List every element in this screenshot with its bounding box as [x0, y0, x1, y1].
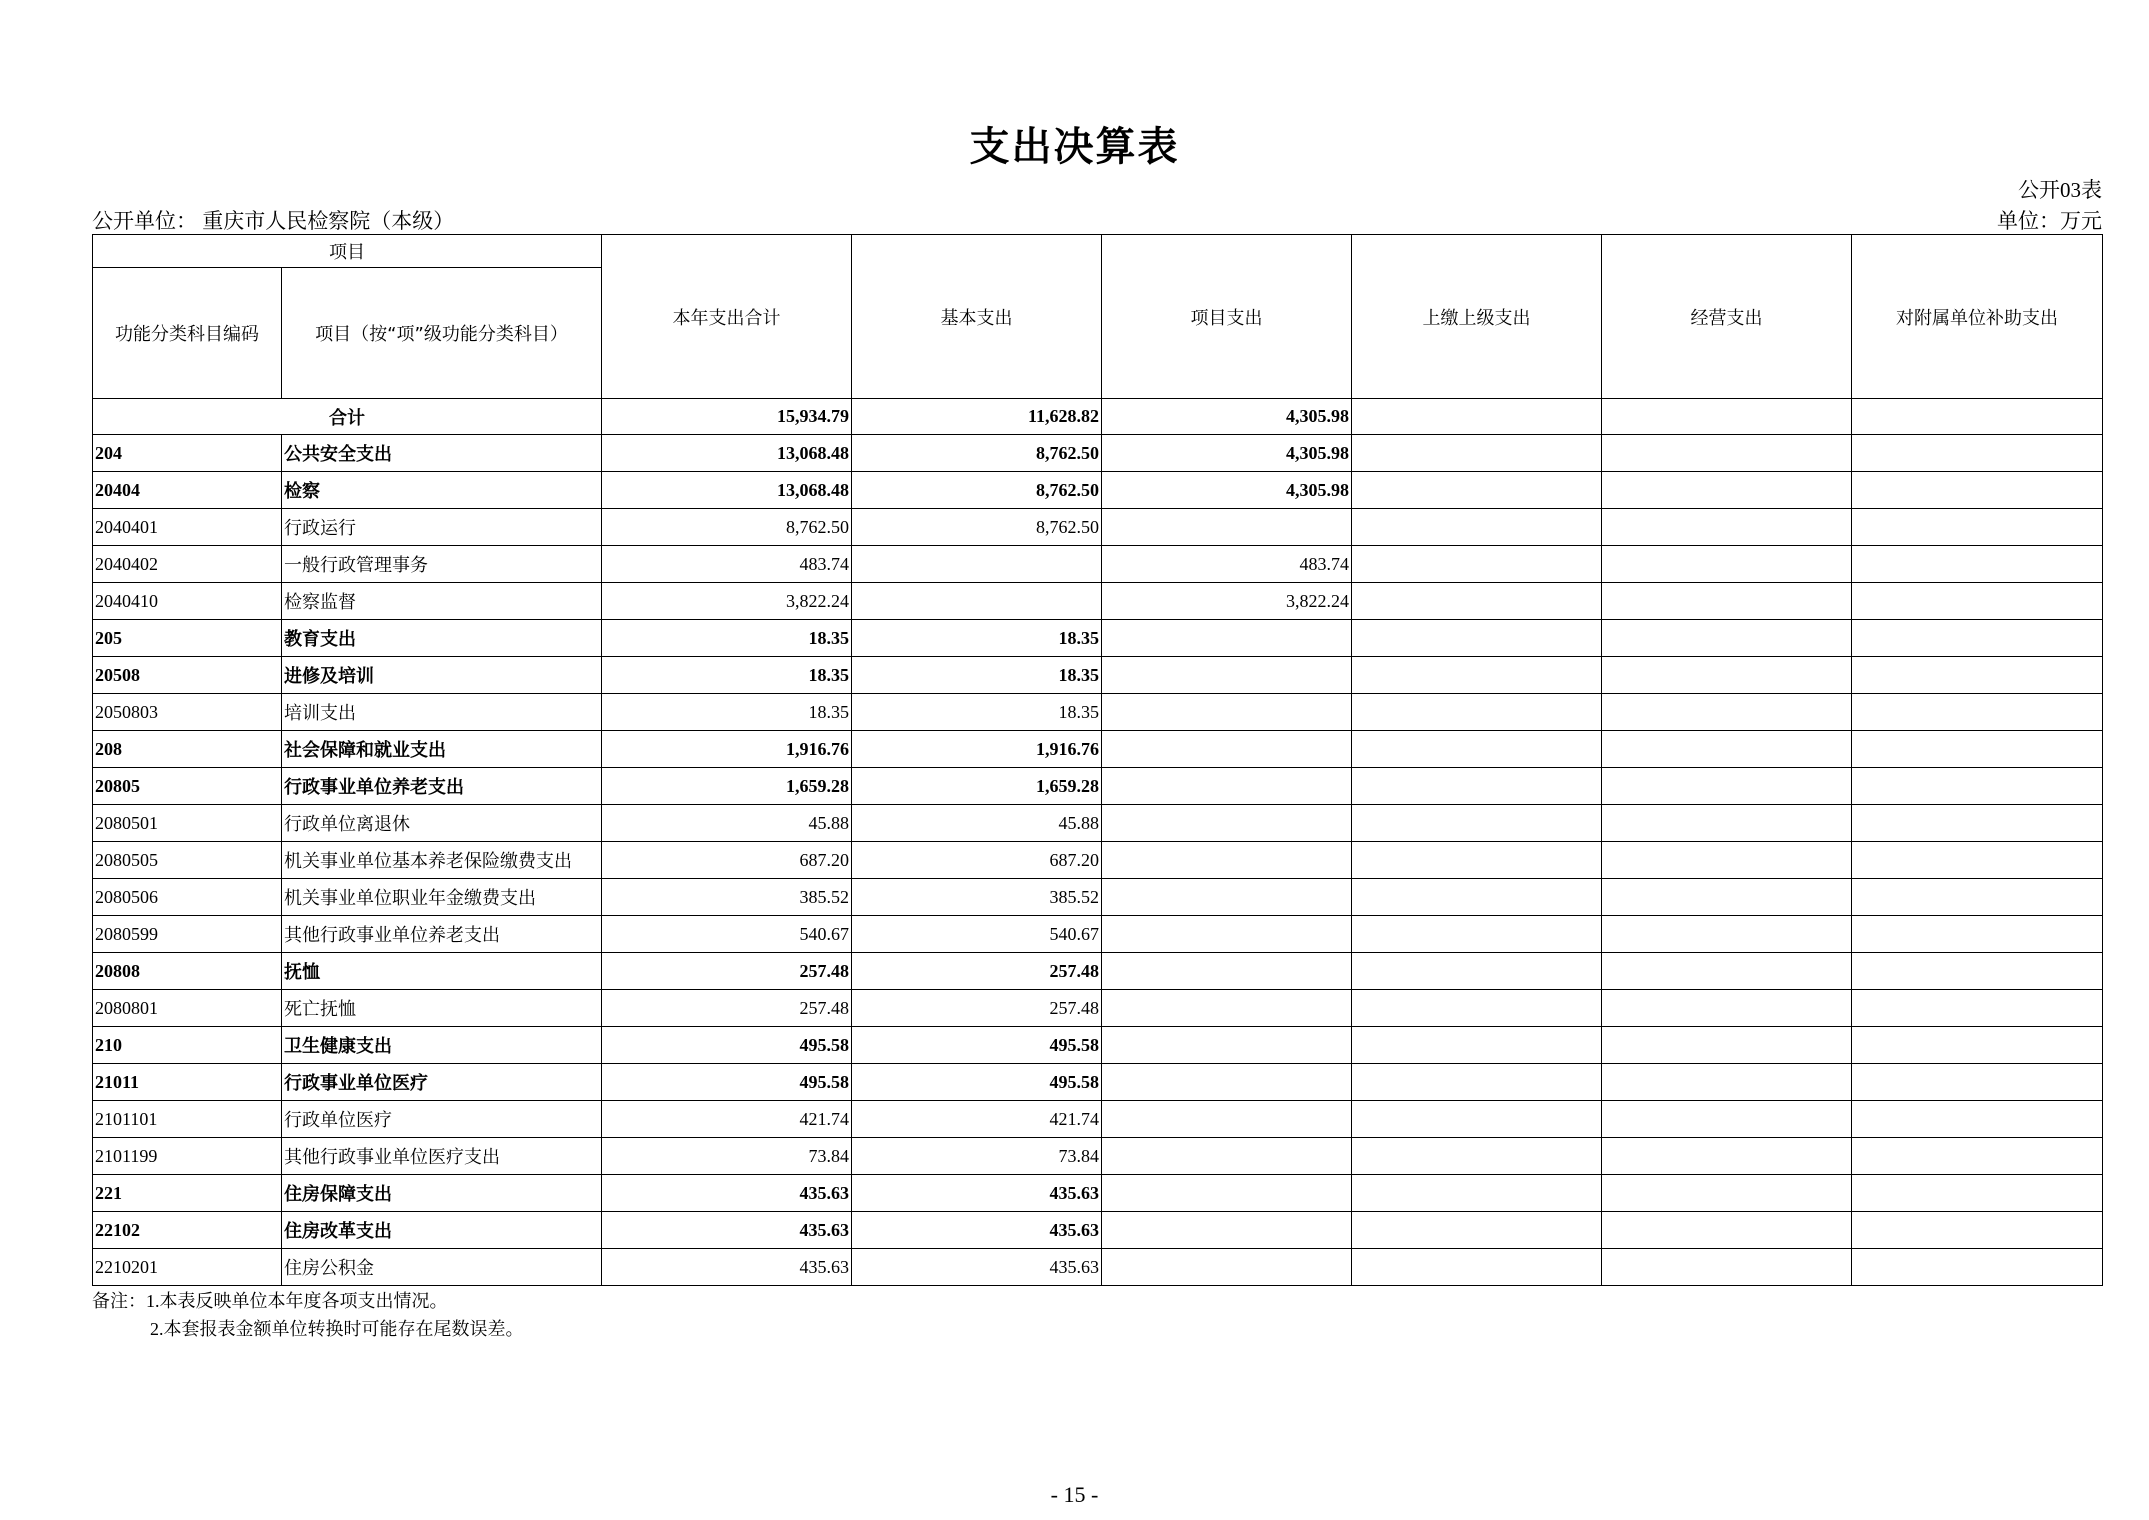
total-cell: 435.63	[602, 1175, 852, 1212]
total-subsidy-cell	[1852, 399, 2103, 435]
upper-cell	[1352, 805, 1602, 842]
code-cell: 20808	[93, 953, 282, 990]
basic-cell: 257.48	[852, 953, 1102, 990]
name-cell: 公共安全支出	[282, 435, 602, 472]
project-cell	[1102, 879, 1352, 916]
table-row	[93, 916, 2103, 953]
business-cell	[1602, 953, 1852, 990]
form-number: 公开03表	[2018, 178, 2102, 202]
header-business: 经营支出	[1602, 235, 1852, 399]
upper-cell	[1352, 546, 1602, 583]
upper-cell	[1352, 990, 1602, 1027]
total-cell: 3,822.24	[602, 583, 852, 620]
code-cell: 20805	[93, 768, 282, 805]
total-cell: 257.48	[602, 990, 852, 1027]
business-cell	[1602, 546, 1852, 583]
code-cell: 2080505	[93, 842, 282, 879]
subsidy-cell	[1852, 472, 2103, 509]
business-cell	[1602, 842, 1852, 879]
code-cell: 2040410	[93, 583, 282, 620]
basic-cell: 257.48	[852, 990, 1102, 1027]
project-cell	[1102, 768, 1352, 805]
name-cell: 机关事业单位基本养老保险缴费支出	[282, 842, 602, 879]
total-cell: 18.35	[602, 694, 852, 731]
upper-cell	[1352, 768, 1602, 805]
subsidy-cell	[1852, 1175, 2103, 1212]
total-cell: 483.74	[602, 546, 852, 583]
subsidy-cell	[1852, 657, 2103, 694]
subsidy-cell	[1852, 1138, 2103, 1175]
table-total-row	[93, 399, 2103, 435]
name-cell: 行政单位离退休	[282, 805, 602, 842]
business-cell	[1602, 435, 1852, 472]
code-cell: 205	[93, 620, 282, 657]
table-row	[93, 842, 2103, 879]
project-cell	[1102, 731, 1352, 768]
name-cell: 检察	[282, 472, 602, 509]
name-cell: 教育支出	[282, 620, 602, 657]
name-cell: 培训支出	[282, 694, 602, 731]
total-cell: 257.48	[602, 953, 852, 990]
upper-cell	[1352, 657, 1602, 694]
business-cell	[1602, 916, 1852, 953]
project-cell	[1102, 1138, 1352, 1175]
business-cell	[1602, 583, 1852, 620]
total-cell: 495.58	[602, 1064, 852, 1101]
table-row	[93, 990, 2103, 1027]
subsidy-cell	[1852, 953, 2103, 990]
header-name: 项目（按“项”级功能分类科目）	[282, 268, 602, 399]
table-row	[93, 472, 2103, 509]
total-label: 合计	[93, 399, 602, 435]
table-row	[93, 546, 2103, 583]
name-cell: 一般行政管理事务	[282, 546, 602, 583]
basic-cell: 421.74	[852, 1101, 1102, 1138]
basic-cell: 8,762.50	[852, 509, 1102, 546]
code-cell: 2050803	[93, 694, 282, 731]
table-row	[93, 583, 2103, 620]
expenditure-table	[92, 234, 2103, 1286]
page-number: - 15 -	[1050, 1482, 1099, 1507]
business-cell	[1602, 805, 1852, 842]
code-cell: 2210201	[93, 1249, 282, 1286]
upper-cell	[1352, 1027, 1602, 1064]
code-cell: 2080501	[93, 805, 282, 842]
project-cell	[1102, 805, 1352, 842]
upper-cell	[1352, 1138, 1602, 1175]
project-cell	[1102, 1027, 1352, 1064]
basic-cell: 1,916.76	[852, 731, 1102, 768]
project-cell	[1102, 990, 1352, 1027]
subsidy-cell	[1852, 1101, 2103, 1138]
upper-cell	[1352, 1101, 1602, 1138]
total-basic-cell: 11,628.82	[852, 399, 1102, 435]
header-upper: 上缴上级支出	[1352, 235, 1602, 399]
total-business-cell	[1602, 399, 1852, 435]
reporting-unit: 公开单位： 重庆市人民检察院（本级）	[92, 209, 455, 233]
upper-cell	[1352, 435, 1602, 472]
total-cell: 495.58	[602, 1027, 852, 1064]
subsidy-cell	[1852, 731, 2103, 768]
business-cell	[1602, 879, 1852, 916]
subsidy-cell	[1852, 1249, 2103, 1286]
basic-cell: 45.88	[852, 805, 1102, 842]
subsidy-cell	[1852, 805, 2103, 842]
basic-cell	[852, 546, 1102, 583]
header-total: 本年支出合计	[602, 235, 852, 399]
table-row	[93, 953, 2103, 990]
project-cell	[1102, 694, 1352, 731]
name-cell: 社会保障和就业支出	[282, 731, 602, 768]
total-cell: 435.63	[602, 1249, 852, 1286]
business-cell	[1602, 657, 1852, 694]
basic-cell: 8,762.50	[852, 435, 1102, 472]
business-cell	[1602, 1027, 1852, 1064]
project-cell: 3,822.24	[1102, 583, 1352, 620]
total-cell: 687.20	[602, 842, 852, 879]
basic-cell: 18.35	[852, 694, 1102, 731]
business-cell	[1602, 768, 1852, 805]
business-cell	[1602, 1212, 1852, 1249]
total-cell: 45.88	[602, 805, 852, 842]
basic-cell: 687.20	[852, 842, 1102, 879]
basic-cell: 435.63	[852, 1212, 1102, 1249]
subsidy-cell	[1852, 694, 2103, 731]
upper-cell	[1352, 620, 1602, 657]
upper-cell	[1352, 1249, 1602, 1286]
name-cell: 检察监督	[282, 583, 602, 620]
subsidy-cell	[1852, 1212, 2103, 1249]
name-cell: 抚恤	[282, 953, 602, 990]
project-cell: 483.74	[1102, 546, 1352, 583]
business-cell	[1602, 509, 1852, 546]
header-subsidy: 对附属单位补助支出	[1852, 235, 2103, 399]
subsidy-cell	[1852, 1064, 2103, 1101]
code-cell: 20404	[93, 472, 282, 509]
name-cell: 住房改革支出	[282, 1212, 602, 1249]
header-basic: 基本支出	[852, 235, 1102, 399]
project-cell	[1102, 953, 1352, 990]
project-cell	[1102, 620, 1352, 657]
business-cell	[1602, 731, 1852, 768]
name-cell: 行政事业单位医疗	[282, 1064, 602, 1101]
basic-cell: 495.58	[852, 1027, 1102, 1064]
upper-cell	[1352, 1175, 1602, 1212]
note-2: 2.本套报表金额单位转换时可能存在尾数误差。	[150, 1319, 524, 1339]
total-cell: 1,916.76	[602, 731, 852, 768]
table-row	[93, 1138, 2103, 1175]
total-cell: 8,762.50	[602, 509, 852, 546]
table-row	[93, 435, 2103, 472]
project-cell	[1102, 842, 1352, 879]
name-cell: 行政运行	[282, 509, 602, 546]
total-cell: 73.84	[602, 1138, 852, 1175]
total-cell: 18.35	[602, 657, 852, 694]
business-cell	[1602, 1138, 1852, 1175]
name-cell: 进修及培训	[282, 657, 602, 694]
upper-cell	[1352, 731, 1602, 768]
name-cell: 机关事业单位职业年金缴费支出	[282, 879, 602, 916]
upper-cell	[1352, 879, 1602, 916]
code-cell: 2101101	[93, 1101, 282, 1138]
table-row	[93, 1212, 2103, 1249]
table-row	[93, 768, 2103, 805]
basic-cell: 495.58	[852, 1064, 1102, 1101]
note-1: 备注：1.本表反映单位本年度各项支出情况。	[92, 1291, 448, 1311]
upper-cell	[1352, 842, 1602, 879]
total-cell: 385.52	[602, 879, 852, 916]
code-cell: 221	[93, 1175, 282, 1212]
total-upper-cell	[1352, 399, 1602, 435]
business-cell	[1602, 1101, 1852, 1138]
project-cell	[1102, 1101, 1352, 1138]
upper-cell	[1352, 1212, 1602, 1249]
subsidy-cell	[1852, 990, 2103, 1027]
code-cell: 20508	[93, 657, 282, 694]
basic-cell: 540.67	[852, 916, 1102, 953]
project-cell	[1102, 1212, 1352, 1249]
currency-unit: 单位：万元	[1997, 209, 2102, 233]
name-cell: 其他行政事业单位医疗支出	[282, 1138, 602, 1175]
subsidy-cell	[1852, 842, 2103, 879]
total-cell: 421.74	[602, 1101, 852, 1138]
basic-cell: 73.84	[852, 1138, 1102, 1175]
table-row	[93, 879, 2103, 916]
project-cell	[1102, 1064, 1352, 1101]
upper-cell	[1352, 916, 1602, 953]
project-cell	[1102, 509, 1352, 546]
subsidy-cell	[1852, 509, 2103, 546]
table-row	[93, 805, 2103, 842]
code-cell: 2101199	[93, 1138, 282, 1175]
basic-cell	[852, 583, 1102, 620]
project-cell: 4,305.98	[1102, 435, 1352, 472]
table-row	[93, 1064, 2103, 1101]
code-cell: 22102	[93, 1212, 282, 1249]
page-title: 支出决算表	[969, 124, 1180, 170]
total-cell: 15,934.79	[602, 399, 852, 435]
total-cell: 18.35	[602, 620, 852, 657]
code-cell: 208	[93, 731, 282, 768]
subsidy-cell	[1852, 1027, 2103, 1064]
name-cell: 行政事业单位养老支出	[282, 768, 602, 805]
name-cell: 住房保障支出	[282, 1175, 602, 1212]
header-project-group: 项目	[93, 235, 602, 268]
header-project: 项目支出	[1102, 235, 1352, 399]
upper-cell	[1352, 472, 1602, 509]
basic-cell: 435.63	[852, 1249, 1102, 1286]
total-cell: 1,659.28	[602, 768, 852, 805]
name-cell: 卫生健康支出	[282, 1027, 602, 1064]
subsidy-cell	[1852, 435, 2103, 472]
table-row	[93, 1027, 2103, 1064]
header-code: 功能分类科目编码	[93, 268, 282, 399]
name-cell: 死亡抚恤	[282, 990, 602, 1027]
code-cell: 2080506	[93, 879, 282, 916]
business-cell	[1602, 1175, 1852, 1212]
business-cell	[1602, 990, 1852, 1027]
project-cell	[1102, 657, 1352, 694]
total-cell: 435.63	[602, 1212, 852, 1249]
code-cell: 204	[93, 435, 282, 472]
upper-cell	[1352, 1064, 1602, 1101]
upper-cell	[1352, 694, 1602, 731]
project-cell	[1102, 916, 1352, 953]
upper-cell	[1352, 583, 1602, 620]
basic-cell: 18.35	[852, 657, 1102, 694]
business-cell	[1602, 694, 1852, 731]
code-cell: 2040401	[93, 509, 282, 546]
subsidy-cell	[1852, 916, 2103, 953]
subsidy-cell	[1852, 768, 2103, 805]
project-cell	[1102, 1249, 1352, 1286]
subsidy-cell	[1852, 546, 2103, 583]
subsidy-cell	[1852, 879, 2103, 916]
notes	[92, 1287, 524, 1343]
code-cell: 21011	[93, 1064, 282, 1101]
table-row	[93, 1175, 2103, 1212]
business-cell	[1602, 1249, 1852, 1286]
basic-cell: 1,659.28	[852, 768, 1102, 805]
table-row	[93, 731, 2103, 768]
table-row	[93, 694, 2103, 731]
table-row	[93, 1249, 2103, 1286]
table-row	[93, 657, 2103, 694]
code-cell: 2080599	[93, 916, 282, 953]
project-cell	[1102, 1175, 1352, 1212]
total-project-cell: 4,305.98	[1102, 399, 1352, 435]
table-row	[93, 620, 2103, 657]
basic-cell: 435.63	[852, 1175, 1102, 1212]
basic-cell: 385.52	[852, 879, 1102, 916]
business-cell	[1602, 472, 1852, 509]
subsidy-cell	[1852, 620, 2103, 657]
table-row	[93, 509, 2103, 546]
code-cell: 210	[93, 1027, 282, 1064]
total-cell: 540.67	[602, 916, 852, 953]
total-cell: 13,068.48	[602, 472, 852, 509]
subsidy-cell	[1852, 583, 2103, 620]
name-cell: 行政单位医疗	[282, 1101, 602, 1138]
total-cell: 13,068.48	[602, 435, 852, 472]
project-cell: 4,305.98	[1102, 472, 1352, 509]
basic-cell: 8,762.50	[852, 472, 1102, 509]
code-cell: 2080801	[93, 990, 282, 1027]
name-cell: 其他行政事业单位养老支出	[282, 916, 602, 953]
business-cell	[1602, 1064, 1852, 1101]
name-cell: 住房公积金	[282, 1249, 602, 1286]
basic-cell: 18.35	[852, 620, 1102, 657]
upper-cell	[1352, 953, 1602, 990]
table-row	[93, 1101, 2103, 1138]
upper-cell	[1352, 509, 1602, 546]
code-cell: 2040402	[93, 546, 282, 583]
business-cell	[1602, 620, 1852, 657]
